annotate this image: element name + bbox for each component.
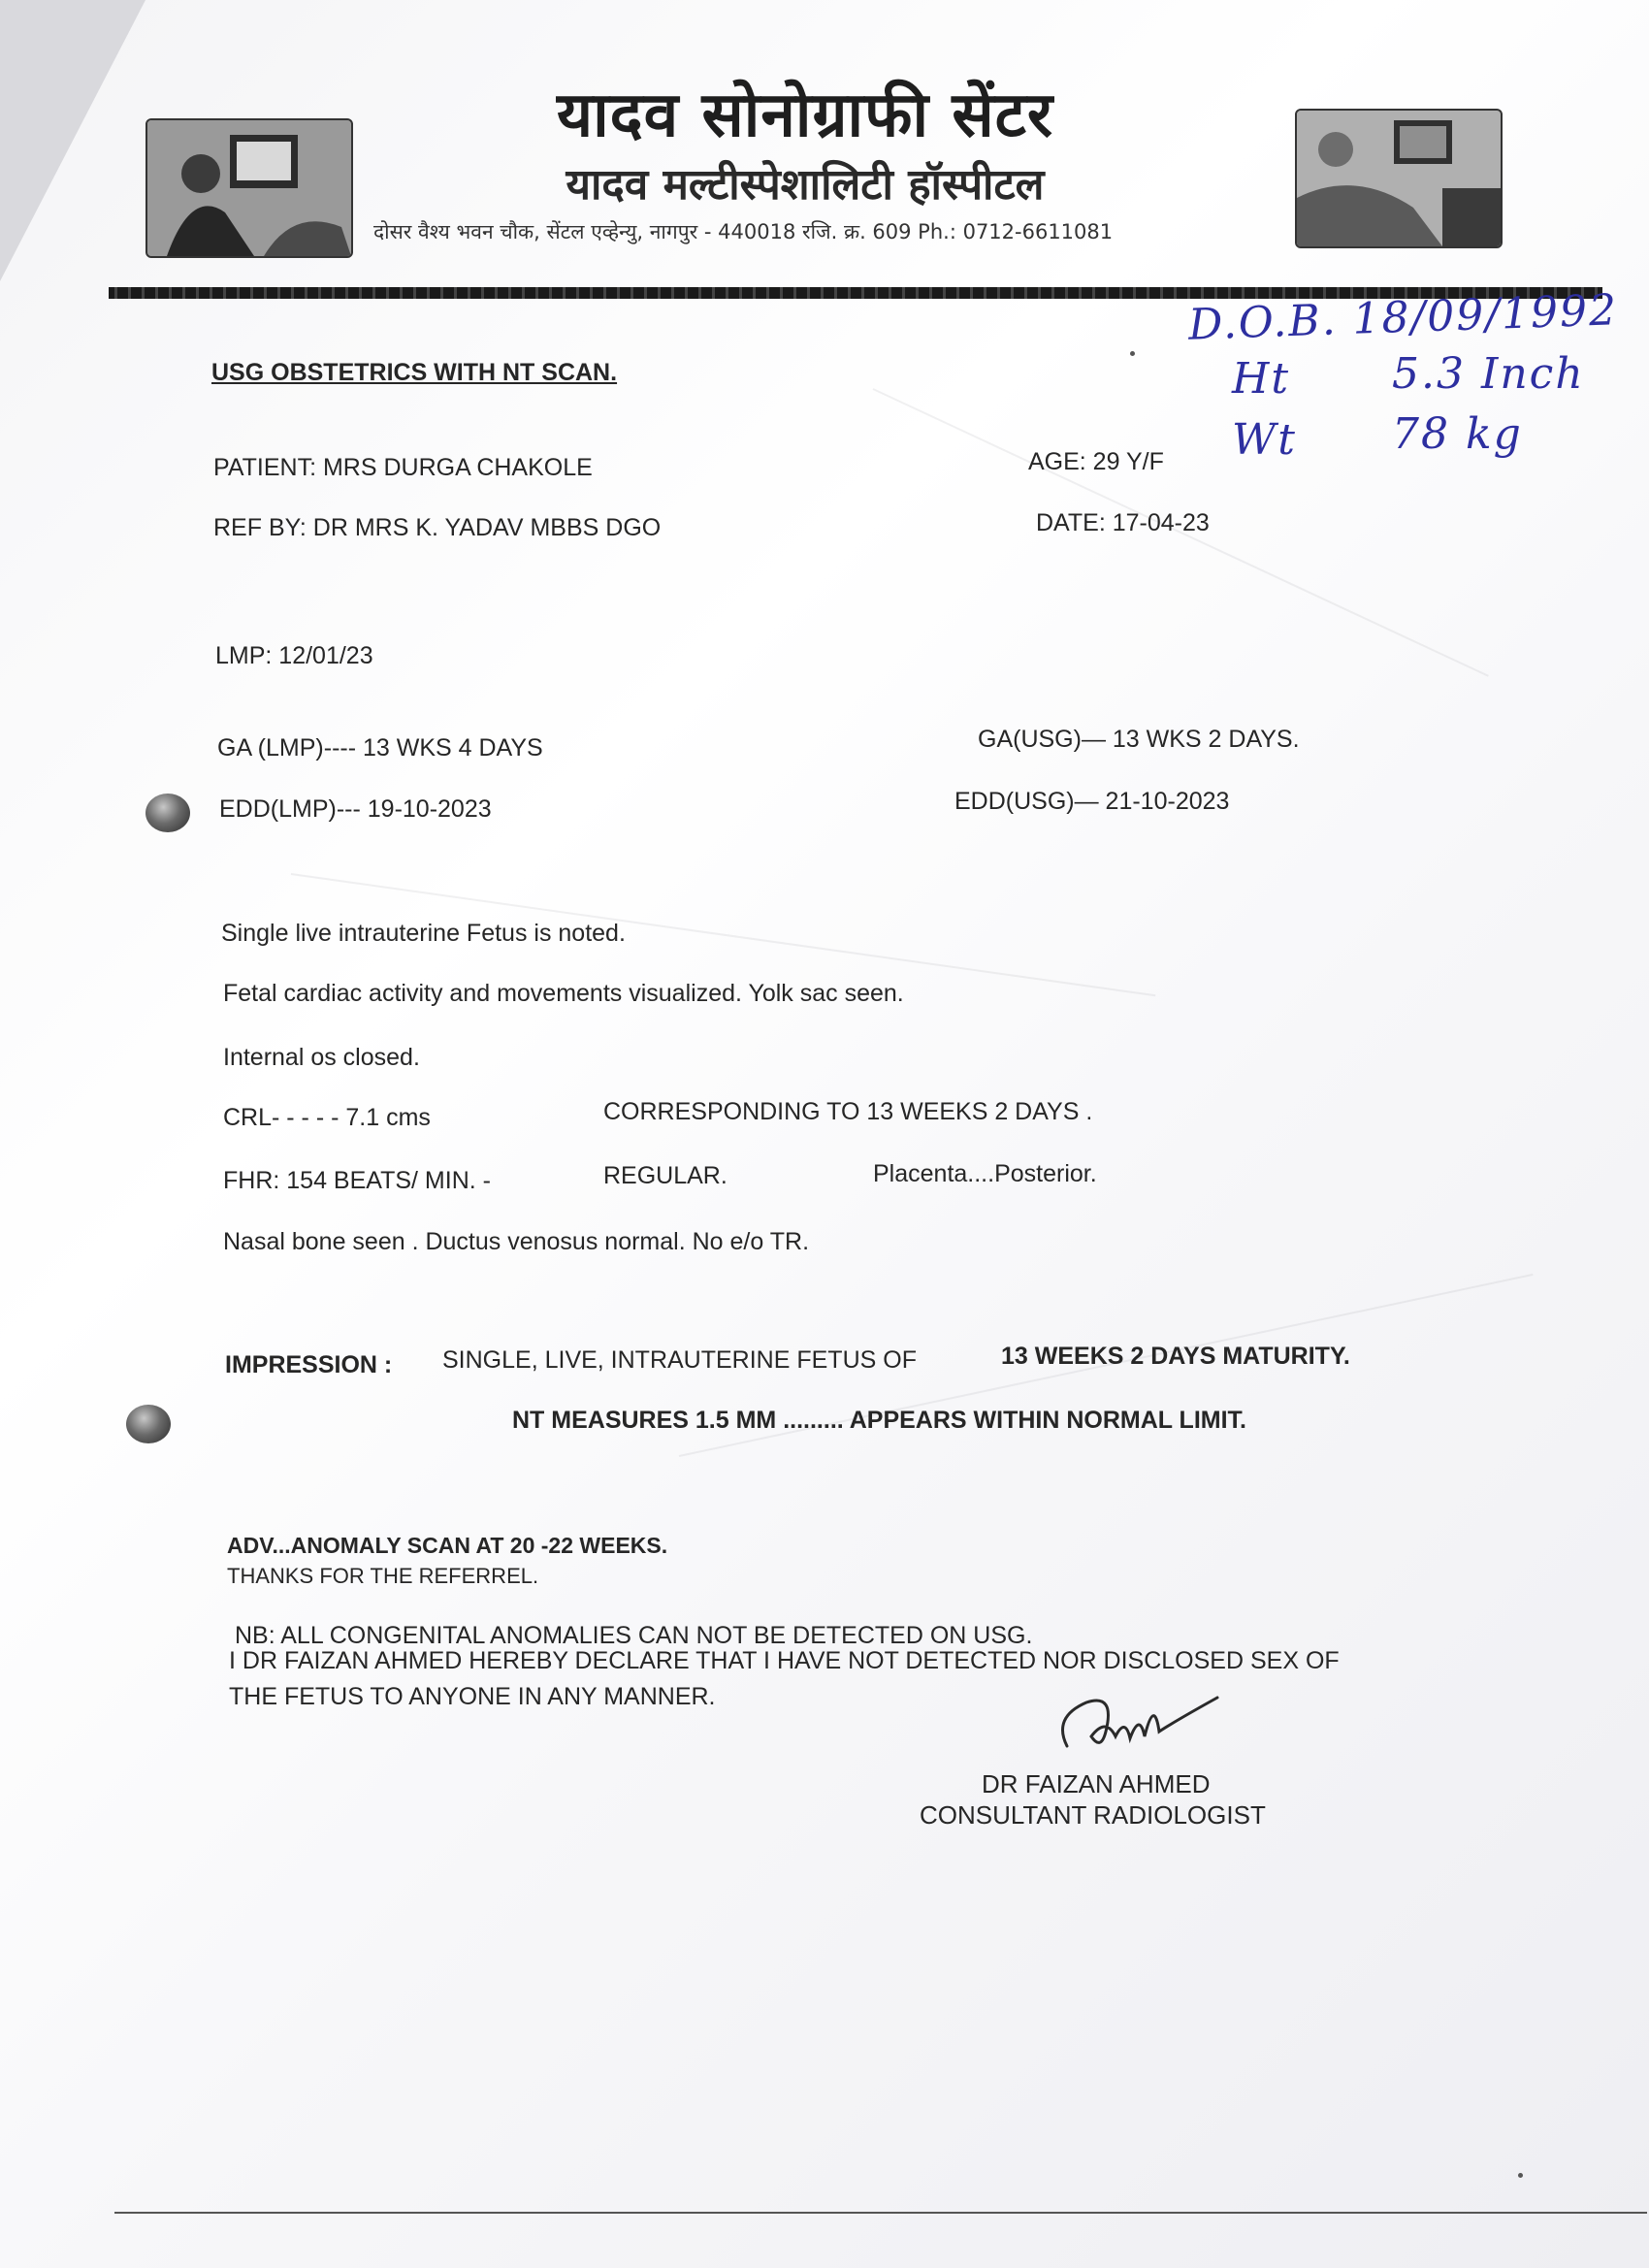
patient-name: PATIENT: MRS DURGA CHAKOLE [213, 454, 593, 481]
handwritten-height-label: Ht [1232, 354, 1291, 404]
radiologist-title: CONSULTANT RADIOLOGIST [920, 1800, 1266, 1830]
report-date: DATE: 17-04-23 [1036, 509, 1210, 536]
punch-hole [146, 794, 190, 832]
nb-line: NB: ALL CONGENITAL ANOMALIES CAN NOT BE DETECTED ON USG. [235, 1622, 1033, 1649]
fhr-rhythm: REGULAR. [603, 1162, 728, 1189]
advice-line: ADV...ANOMALY SCAN AT 20 -22 WEEKS. [227, 1533, 668, 1558]
ink-speck [1518, 2173, 1523, 2178]
finding-line: Single live intrauterine Fetus is noted. [221, 920, 626, 947]
lmp-date: LMP: 12/01/23 [215, 642, 373, 669]
crl-corresponding: CORRESPONDING TO 13 WEEKS 2 DAYS . [603, 1098, 1093, 1125]
ultrasound-machine-photo-icon [1297, 111, 1501, 246]
handwritten-dob: D.O.B. 18/09/1992 [1187, 285, 1619, 350]
referring-doctor: REF BY: DR MRS K. YADAV MBBS DGO [213, 514, 662, 541]
impression-text: SINGLE, LIVE, INTRAUTERINE FETUS OF [442, 1346, 917, 1374]
edd-usg: EDD(USG)— 21-10-2023 [954, 788, 1230, 815]
punch-hole [126, 1405, 171, 1443]
footer-divider [114, 2212, 1647, 2214]
edd-lmp: EDD(LMP)--- 19-10-2023 [219, 795, 492, 823]
letterhead [0, 0, 1649, 291]
impression-maturity: 13 WEEKS 2 DAYS MATURITY. [1001, 1343, 1350, 1370]
declaration-line: THE FETUS TO ANYONE IN ANY MANNER. [229, 1683, 716, 1710]
ga-lmp: GA (LMP)---- 13 WKS 4 DAYS [217, 734, 543, 761]
ga-usg: GA(USG)— 13 WKS 2 DAYS. [978, 726, 1300, 753]
declaration-line: I DR FAIZAN AHMED HEREBY DECLARE THAT I HAVE NOT DETECTED NOR DISCLOSED SEX OF [229, 1647, 1340, 1674]
crl-measurement: CRL- - - - - 7.1 cms [223, 1104, 431, 1131]
signature [1048, 1678, 1222, 1775]
report-heading: USG OBSTETRICS WITH NT SCAN. [211, 359, 618, 386]
hospital-name: यादव मल्टीस्पेशालिटी हॉस्पीटल [566, 160, 1045, 210]
center-name: यादव सोनोग्राफी सेंटर [556, 79, 1054, 151]
handwritten-height-value: 5.3 Inch [1392, 349, 1585, 399]
fhr-value: FHR: 154 BEATS/ MIN. - [223, 1167, 491, 1194]
hospital-address: दोसर वैश्य भवन चौक, सेंटल एव्हेन्यु, नागपुर - 440018 रजि. क्र. 609 Ph.: 0712-6611081 [373, 220, 1114, 243]
finding-line: Nasal bone seen . Ductus venosus normal. No e/o TR. [223, 1228, 810, 1255]
clinic-photo-right [1295, 109, 1503, 248]
thanks-line: THANKS FOR THE REFERREL. [227, 1564, 539, 1588]
nt-measurement: NT MEASURES 1.5 MM ......... APPEARS WITHIN NORMAL LIMIT. [512, 1407, 1246, 1434]
radiologist-name: DR FAIZAN AHMED [982, 1769, 1211, 1798]
handwritten-weight-label: Wt [1232, 415, 1297, 465]
impression-label: IMPRESSION : [225, 1351, 393, 1378]
ink-speck [1130, 351, 1135, 356]
ultrasound-photo-icon [147, 120, 351, 256]
clinic-photo-left [146, 118, 353, 258]
patient-age: AGE: 29 Y/F [1028, 448, 1164, 475]
finding-line: Internal os closed. [223, 1044, 420, 1071]
placenta-position: Placenta....Posterior. [873, 1160, 1097, 1187]
finding-line: Fetal cardiac activity and movements visualized. Yolk sac seen. [223, 980, 904, 1007]
handwritten-weight-value: 78 kg [1392, 409, 1523, 459]
